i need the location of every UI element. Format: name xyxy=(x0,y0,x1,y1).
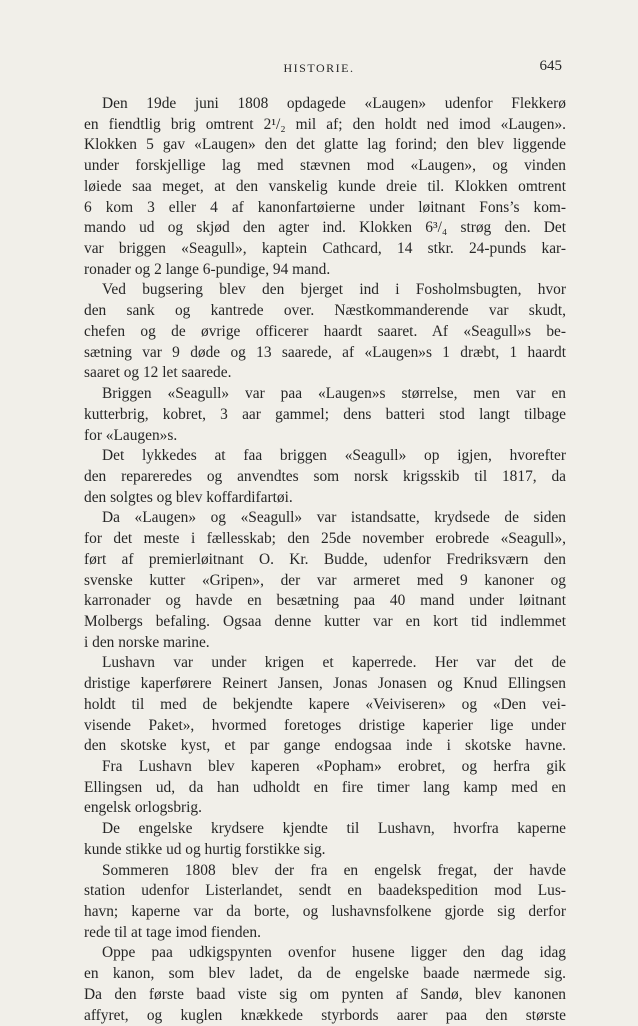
text-line: en kanon, som blev ladet, da de engelske baade nærmede sig. xyxy=(84,965,566,983)
text-line: Molbergs befaling. Ogsaa denne kutter var en kort tid indlemmet xyxy=(84,612,566,630)
body-text xyxy=(84,94,566,1026)
text-line: den sank og kantrede over. Næstkommanderende var skudt, xyxy=(84,302,566,320)
text-line: svenske kutter «Gripen», der var armeret med 9 kanoner og xyxy=(84,571,566,589)
text-line: en fiendtlig brig omtrent 2¹/₂ mil af; den holdt ned imod «Laugen». xyxy=(84,115,566,133)
text-line: karronader og havde en besætning paa 40 mand under løitnant xyxy=(84,592,566,610)
text-line: Briggen «Seagull» var paa «Laugen»s størrelse, men var en xyxy=(102,385,566,403)
page-number: 645 xyxy=(539,58,562,74)
text-line: saaret og 12 let saarede. xyxy=(84,364,232,382)
text-line: 6 kom 3 eller 4 af kanonfartøierne under løitnant Fons’s kom- xyxy=(84,198,566,216)
text-line: dristige kaperførere Reinert Jansen, Jonas Jonasen og Knud Ellingsen xyxy=(84,675,566,693)
text-line: kunde stikke ud og hurtig forstikke sig. xyxy=(84,840,326,858)
text-line: sætning var 9 døde og 13 saarede, af «Laugen»s 1 dræbt, 1 haardt xyxy=(84,343,566,361)
text-line: for det meste i fællesskab; den 25de november erobrede «Seagull», xyxy=(84,530,566,548)
text-line: Ellingsen ud, da han udholdt en fire timer lang kamp med en xyxy=(84,778,566,796)
text-line: holdt til med de bekjendte kapere «Veiviseren» og «Den vei- xyxy=(84,695,566,713)
text-line: løiede saa meget, at den vanskelig kunde dreie til. Klokken omtrent xyxy=(84,177,566,195)
text-line: i den norske marine. xyxy=(84,633,210,651)
text-line: affyret, og kuglen knækkede styrbords aarer paa den største xyxy=(84,1006,566,1024)
text-line: engelsk orlogsbrig. xyxy=(84,799,202,817)
text-line: ført af premierløitnant O. Kr. Budde, udenfor Fredriksværn den xyxy=(84,550,566,568)
text-line: mando ud og skjød den agter ind. Klokken 6³/₄ strøg den. Det xyxy=(84,219,566,237)
text-line: Det lykkedes at faa briggen «Seagull» op igjen, hvorefter xyxy=(102,447,566,465)
text-line: den repareredes og anvendtes som norsk krigsskib til 1817, da xyxy=(84,467,566,485)
text-line: Sommeren 1808 blev der fra en engelsk fregat, der havde xyxy=(102,861,566,879)
text-line: visende Paket», hvormed foretoges dristige kaperier lige under xyxy=(84,716,566,734)
text-line: for «Laugen»s. xyxy=(84,426,178,444)
text-line: chefen og de øvrige officerer haardt saaret. Af «Seagull»s be- xyxy=(84,322,566,340)
text-line: havn; kaperne var da borte, og lushavnsfolkene gjorde sig derfor xyxy=(84,903,566,921)
text-line: den solgtes og blev koffardifartøi. xyxy=(84,488,293,506)
text-line: Da den første baad viste sig om pynten af Sandø, blev kanonen xyxy=(84,985,566,1003)
text-line: kutterbrig, kobret, 3 aar gammel; dens batteri stod langt tilbage xyxy=(84,405,566,423)
running-head xyxy=(0,58,638,78)
text-line: Da «Laugen» og «Seagull» var istandsatte, krydsede de siden xyxy=(102,509,566,527)
text-line: ronader og 2 lange 6-pundige, 94 mand. xyxy=(84,260,331,278)
text-line: Den 19de juni 1808 opdagede «Laugen» udenfor Flekkerø xyxy=(102,95,566,112)
text-line: var briggen «Seagull», kaptein Cathcard, 14 stkr. 24-punds kar- xyxy=(84,240,566,258)
text-line: Ved bugsering blev den bjerget ind i Fosholmsbugten, hvor xyxy=(102,281,566,299)
text-line: rede til at tage imod fienden. xyxy=(84,923,261,941)
text-line: Klokken 5 gav «Laugen» den det glatte lag forind; den blev liggende xyxy=(84,136,566,154)
text-line: Lushavn var under krigen et kaperrede. Her var det de xyxy=(102,654,566,672)
text-line: Fra Lushavn blev kaperen «Popham» erobret, og herfra gik xyxy=(102,758,566,775)
text-line: under forskjellige lag med stævnen mod «Laugen», og vinden xyxy=(84,157,566,175)
text-line: Oppe paa udkigspynten ovenfor husene ligger den dag idag xyxy=(102,944,566,962)
running-head-title: HISTORIE. xyxy=(283,61,355,75)
text-line: den skotske kyst, et par gange endogsaa inde i skotske havne. xyxy=(84,737,566,755)
text-line: De engelske krydsere kjendte til Lushavn, hvorfra kaperne xyxy=(102,820,566,838)
text-line: station udenfor Listerlandet, sendt en baadekspedition mod Lus- xyxy=(84,882,566,900)
